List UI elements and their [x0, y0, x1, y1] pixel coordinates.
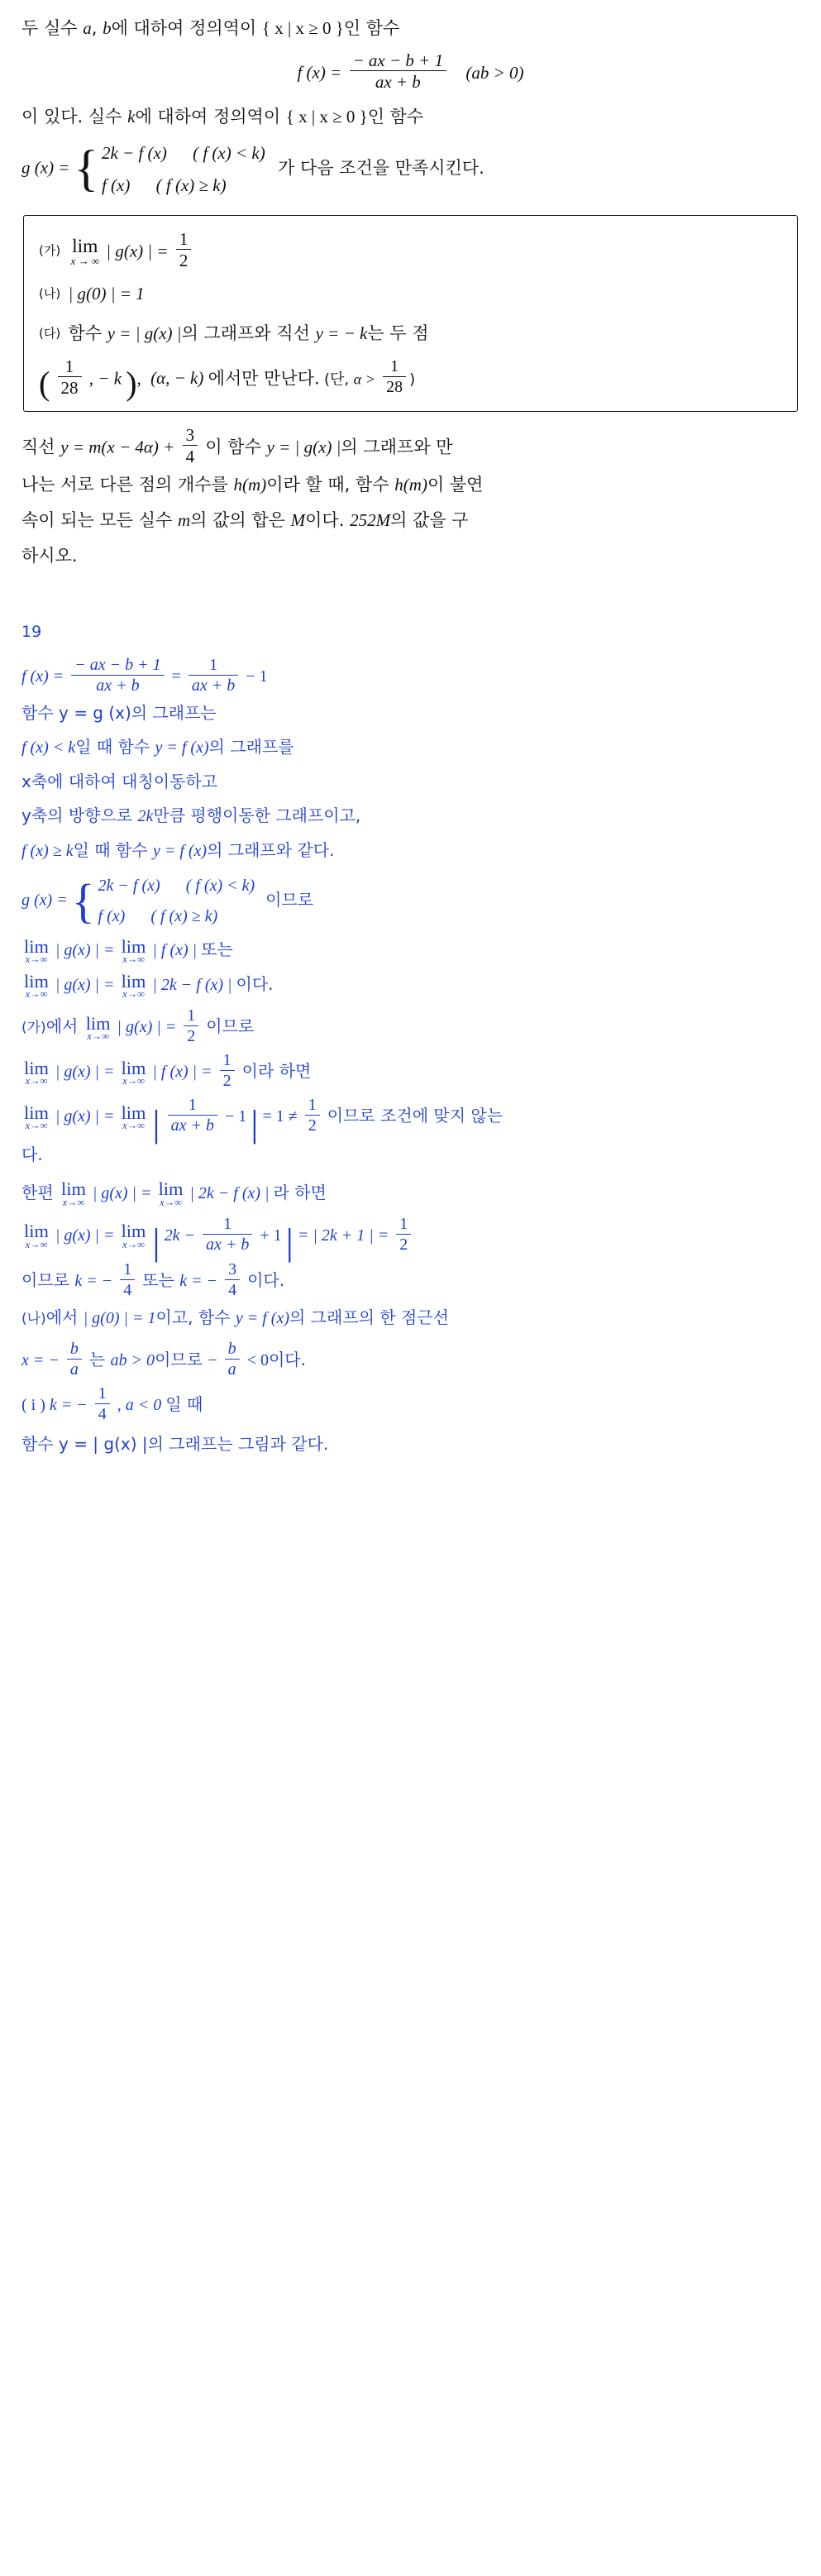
- tail2-text-e: 이 불연: [427, 475, 484, 495]
- var-a: a: [83, 18, 92, 38]
- sol-lim-13a: [61, 1180, 86, 1207]
- gx-case-1-condition: ( f (x) < k): [193, 143, 265, 164]
- sol-fx-num-2: 1: [209, 656, 218, 675]
- condition-ga: [39, 229, 782, 270]
- paren-open: (: [39, 365, 50, 403]
- sol-lim-11a: [24, 1104, 49, 1131]
- tail-frac-num: 3: [185, 425, 195, 445]
- fx-condition: (ab > 0): [465, 62, 524, 83]
- condition-da-tag: (다): [39, 325, 61, 341]
- tail-frac-den: 4: [183, 445, 198, 466]
- problem-statement: [21, 12, 800, 573]
- gx-piecewise: [74, 137, 265, 202]
- sol-l17-a: x = −: [21, 1351, 60, 1370]
- sol-l14-num: 1: [399, 1214, 408, 1233]
- tail3-expr-d: M: [290, 510, 306, 531]
- condition-ga-tag: (가): [39, 243, 61, 259]
- sol-l13-d: 라 하면: [273, 1182, 327, 1202]
- condition-da-text-f: 에서만 만난다.: [208, 368, 320, 389]
- sol-gx-case-1-condition: ( f (x) < k): [185, 877, 255, 896]
- sol-l7-rhs: | f (x) |: [152, 941, 198, 960]
- sol-l15-d: k = −: [179, 1272, 218, 1291]
- sol-l10-a: | g(x) | =: [55, 1063, 115, 1082]
- sol-l10-num: 1: [222, 1051, 232, 1070]
- sol-l16-a: 에서: [45, 1307, 84, 1328]
- gx-label: g (x) =: [21, 157, 70, 178]
- sol-fx-den-2: ax + b: [189, 675, 238, 695]
- sol-l9-tail: 이므로: [206, 1016, 255, 1037]
- solution-line-8: [21, 968, 800, 1001]
- gx-case-1: [102, 137, 265, 170]
- sol-l5-b: 2k: [137, 807, 154, 826]
- sol-lim-14b: [122, 1222, 146, 1250]
- sol-l17-b: 는: [88, 1350, 111, 1370]
- function-g-definition: [21, 137, 800, 202]
- tail3-text-g: 의 값을 구: [390, 510, 469, 531]
- sol-l7-tail: 또는: [201, 939, 233, 960]
- solution-line-10: [21, 1051, 800, 1091]
- sol-l15-fraction-2: [225, 1260, 240, 1300]
- sol-l17-num: b: [69, 1340, 79, 1359]
- condition-ga-frac-num: 1: [179, 228, 189, 249]
- gx-case-2-value: f (x): [101, 175, 131, 195]
- sol-lim-8b: [121, 970, 146, 1001]
- sol-l11-a: | g(x) | =: [55, 1107, 115, 1126]
- lim-sub: x→∞: [122, 1120, 145, 1132]
- problem-line-3: 가 다음 조건을 만족시킨다.: [277, 157, 484, 178]
- problem-line-1-text-a: 두 실수: [21, 18, 84, 38]
- sol-fx-tail: − 1: [246, 667, 268, 686]
- sol-l14-inner-num: 1: [223, 1214, 232, 1233]
- solution-line-16: [21, 1301, 800, 1335]
- sol-l16-tag: (나): [21, 1311, 46, 1328]
- tail-text-a: 직선: [21, 437, 61, 457]
- lim-op: lim: [24, 970, 49, 992]
- piecewise-brace: {: [74, 141, 98, 198]
- sol-fx-label: f (x) =: [21, 667, 64, 686]
- lim-op: lim: [121, 970, 146, 992]
- sol-l15-c: 또는: [142, 1270, 180, 1291]
- fx-numerator: − ax − b + 1: [352, 50, 444, 70]
- var-k: k: [127, 107, 136, 127]
- lim-op: lim: [24, 1057, 49, 1078]
- tail-fraction: [183, 425, 198, 466]
- alpha-bound-fraction: [383, 357, 406, 397]
- solution-line-12: 다.: [21, 1144, 43, 1164]
- alpha-frac-den: 28: [383, 376, 406, 397]
- sol-l18-tag: ( i ): [21, 1396, 45, 1415]
- point1-frac-num: 1: [64, 356, 74, 376]
- lim-op: lim: [72, 236, 98, 258]
- sol-gx-case-2-value: f (x): [98, 907, 126, 926]
- sol-l17-den-2: a: [225, 1359, 240, 1379]
- lim-op: lim: [24, 1102, 49, 1123]
- condition-na-tag: (나): [39, 286, 61, 302]
- tail3-text-a: 속이 되는 모든 실수: [21, 510, 178, 531]
- condition-da-expr-b: y = | g(x) |: [107, 323, 182, 343]
- sol-l18-fraction: [95, 1384, 110, 1424]
- sol-l18-a: k = −: [49, 1396, 88, 1415]
- solution-line-7: [21, 933, 800, 967]
- sol-l10-den: 2: [220, 1070, 235, 1091]
- condition-da-text-a: 함수: [68, 323, 107, 343]
- conditions-box: [23, 215, 798, 412]
- tail3-text-e: 이다.: [305, 510, 351, 531]
- sol-l17-f: < 0: [246, 1351, 269, 1370]
- lim-sub: x→∞: [25, 1120, 48, 1132]
- problem-line-2: [21, 100, 800, 134]
- sol-gx-case-1: [98, 871, 255, 901]
- sol-l16-c: 이고, 함수: [155, 1307, 236, 1328]
- lim-sub: x→∞: [25, 988, 48, 1001]
- tail2-text-c: 이라 할 때, 함수: [266, 475, 395, 495]
- sol-l11-den: 2: [305, 1115, 320, 1135]
- tail-line-equation: y = m(x − 4α) +: [60, 437, 175, 457]
- problem-tail-line-3: [21, 504, 800, 538]
- lim-op: lim: [121, 935, 146, 957]
- tail3-expr-b: m: [178, 510, 191, 531]
- condition-da-alpha-ineq: α >: [353, 370, 375, 388]
- sol-l11-tail: 이므로 조건에 맞지 않는: [327, 1106, 504, 1126]
- paren-close: ): [126, 365, 137, 403]
- problem-line-2-text-a: 이 있다. 실수: [21, 107, 128, 127]
- lim-sub: x→∞: [25, 1238, 48, 1250]
- sol-l10-fraction: [220, 1051, 235, 1091]
- sol-l11-rhs-fraction: [305, 1096, 320, 1135]
- sol-lim-11b: [122, 1104, 146, 1131]
- sol-l18-b: , a < 0: [117, 1396, 162, 1415]
- sol-lim-7b: [121, 935, 146, 966]
- sol-lim-10a: [24, 1059, 49, 1087]
- lim-op: lim: [24, 935, 49, 957]
- problem-line-1-text-b: ,: [91, 18, 103, 38]
- condition-ga-frac-den: 2: [176, 249, 192, 270]
- point1-frac-den: 28: [58, 376, 82, 398]
- sol-l14-den: 2: [396, 1234, 411, 1255]
- lim-sub: x→∞: [25, 953, 48, 966]
- problem-tail-line-1: [21, 425, 800, 466]
- sol-l17-den: a: [67, 1359, 82, 1379]
- solution-gx-definition: [21, 871, 800, 932]
- gx-case-2: [102, 170, 265, 202]
- solution-line-19: 함수 y = | g(x) |의 그래프는 그림과 같다.: [21, 1434, 329, 1455]
- sol-l6-d: 의 그래프와 같다.: [207, 840, 335, 861]
- sol-l14-fraction: [203, 1215, 252, 1255]
- sol-l8-rhs: | 2k − f (x) |: [152, 976, 232, 995]
- sol-l14-b: = | 2k + 1 | =: [297, 1226, 389, 1245]
- condition-da-text-g: (단,: [323, 370, 354, 389]
- sol-l6-b: 일 때 함수: [73, 840, 153, 861]
- sol-l15-a: 이므로: [21, 1270, 75, 1291]
- point1-rest: , − k: [88, 368, 122, 389]
- lim-op: lim: [158, 1178, 184, 1200]
- sol-l14-inner-a: 2k −: [164, 1226, 196, 1245]
- sol-eq-1: =: [171, 667, 181, 686]
- sol-fx-fraction-2: [189, 656, 238, 695]
- lim-sub: x→∞: [87, 1030, 109, 1043]
- solution-line-4: x축에 대하여 대칭이동하고: [21, 772, 218, 792]
- tail2-expr-b: h(m): [233, 475, 267, 495]
- condition-da-text-i: ): [409, 370, 416, 389]
- sol-l9-tag: (가): [21, 1020, 46, 1037]
- lim-sub: x→∞: [122, 1075, 145, 1087]
- solution-line-14: [21, 1214, 800, 1264]
- sol-l9-num: 1: [187, 1006, 196, 1025]
- fx-denominator: ax + b: [350, 70, 447, 92]
- sol-l16-e: 의 그래프의 한 점근선: [289, 1307, 449, 1328]
- sol-l9-b: | g(x) | =: [117, 1018, 177, 1037]
- sol-l15-num-1: 1: [123, 1260, 132, 1279]
- solution-line-6: [21, 834, 800, 867]
- sol-l14-a: | g(x) | =: [55, 1226, 115, 1245]
- lim-sub: x→∞: [160, 1196, 182, 1208]
- sol-l18-c: 일 때: [165, 1394, 203, 1415]
- abs-bar-close: |: [285, 1221, 294, 1264]
- solution-line-18: [21, 1384, 800, 1424]
- sol-l16-d: y = f (x): [235, 1309, 289, 1328]
- domain-set-1: { x | x ≥ 0 }: [261, 18, 344, 38]
- problem-tail-line-2: [21, 468, 800, 502]
- sol-l11-inner-den: ax + b: [168, 1115, 217, 1135]
- sol-l13-b: | g(x) | =: [92, 1183, 152, 1202]
- solution-line-15: [21, 1260, 800, 1300]
- sol-lim-8a: [24, 970, 49, 1001]
- sol-fx-fraction-1: [71, 656, 164, 695]
- fx-label: f (x) =: [297, 62, 342, 83]
- domain-set-2: { x | x ≥ 0 }: [285, 107, 368, 127]
- solution-line-17: [21, 1340, 800, 1379]
- sol-l11-inner-num: 1: [188, 1096, 197, 1115]
- sol-piecewise-brace: {: [71, 874, 95, 929]
- sol-l17-fraction-2: [225, 1340, 240, 1379]
- sol-fx-den-1: ax + b: [71, 675, 164, 695]
- condition-da-expr-d: y = − k: [315, 323, 368, 343]
- point2: (α, − k): [150, 368, 204, 389]
- sol-l15-e: 이다.: [247, 1270, 285, 1291]
- condition-da: [39, 318, 782, 403]
- function-f-definition: [21, 50, 800, 92]
- sol-gx-case-2-condition: ( f (x) ≥ k): [150, 907, 218, 926]
- sol-l7-lhs: | g(x) | =: [55, 941, 115, 960]
- sol-l11-num: 1: [308, 1096, 317, 1115]
- sol-lim-7a: [24, 935, 49, 966]
- solution-line-1: [21, 656, 800, 695]
- sol-l18-den: 4: [95, 1403, 110, 1424]
- point1-fraction: [58, 356, 82, 398]
- tail3-expr-f: 252M: [350, 510, 391, 531]
- sol-fx-num-1: − ax − b + 1: [74, 656, 161, 675]
- sol-l13-c: | 2k − f (x) |: [189, 1183, 270, 1202]
- sol-gx-case-1-value: 2k − f (x): [98, 877, 160, 896]
- sol-l17-g: 이다.: [268, 1350, 306, 1370]
- sol-l15-num-2: 3: [228, 1260, 237, 1279]
- sol-l3-b: 일 때 함수: [75, 737, 155, 758]
- sol-l17-d: 이므로: [155, 1350, 208, 1370]
- lim-sub: x→∞: [25, 1075, 48, 1087]
- solution-block: [21, 616, 800, 1460]
- lim-sub: x→∞: [122, 1238, 145, 1250]
- sol-l15-den-2: 4: [225, 1279, 240, 1300]
- condition-da-text-c: 의 그래프와 직선: [181, 323, 316, 343]
- fx-fraction: [350, 50, 447, 92]
- gx-case-1-value: 2k − f (x): [101, 143, 167, 164]
- lim-sub: x→∞: [122, 953, 145, 966]
- sol-l17-e: −: [208, 1351, 217, 1370]
- solution-line-5: [21, 799, 800, 833]
- tail-expr-d: y = | g(x) |: [266, 437, 341, 457]
- lim-op: lim: [121, 1221, 146, 1242]
- tail-text-c: 이 함수: [205, 437, 267, 457]
- sol-l16-b: | g(0) | = 1: [83, 1309, 156, 1328]
- condition-da-points: ( $\frac{1}{28}$ , − k ), (α, − k) 에서만 만난다. (단, α > $\frac{1}{28}$ ): [39, 356, 416, 403]
- sol-l15-fraction-1: [120, 1260, 135, 1300]
- sol-l9-den: 2: [184, 1025, 198, 1046]
- lim-sub: x→∞: [62, 1196, 85, 1208]
- sol-l5-c: 만큼 평행이동한 그래프이고,: [153, 805, 361, 826]
- tail-text-e: 의 그래프와 만: [341, 437, 453, 457]
- sol-l3-d: 의 그래프를: [208, 737, 294, 758]
- sol-gx-tail: 이므로: [265, 889, 314, 910]
- problem-tail-line-4: [21, 539, 800, 573]
- sol-gx-case-2: [98, 901, 255, 932]
- solution-line-11: [21, 1096, 800, 1145]
- condition-da-text-e: 는 두 점: [367, 323, 429, 343]
- solution-line-2: 함수 y = g (x)의 그래프는: [21, 703, 217, 724]
- problem-line-2-text-b: 에 대하여 정의역이: [135, 107, 286, 127]
- lim-op: lim: [24, 1221, 49, 1242]
- sol-l10-tail: 이라 하면: [241, 1061, 312, 1082]
- sol-l9-a: 에서: [45, 1016, 84, 1037]
- limit-operator-ga: [70, 237, 99, 266]
- lim-op: lim: [121, 1102, 146, 1123]
- alpha-frac-num: 1: [390, 357, 399, 376]
- lim-sub: x → ∞: [70, 254, 100, 267]
- sol-l17-c: ab > 0: [110, 1351, 155, 1370]
- sol-l13-a: 한편: [21, 1182, 59, 1202]
- lim-op: lim: [61, 1178, 86, 1200]
- sol-l6-a: f (x) ≥ k: [21, 842, 74, 861]
- solution-line-3: [21, 730, 800, 764]
- solution-line-13: [21, 1176, 800, 1210]
- abs-bar-open: |: [152, 1102, 160, 1145]
- lim-op: lim: [85, 1012, 111, 1034]
- problem-line-2-text-c: 인 함수: [367, 107, 424, 127]
- sol-lim-13b: [159, 1180, 184, 1207]
- gx-case-2-condition: ( f (x) ≥ k): [155, 175, 227, 195]
- solution-line-9: [21, 1006, 800, 1046]
- sol-gx-label: g (x) =: [21, 891, 68, 910]
- sol-l9-fraction: [184, 1006, 198, 1046]
- solution-number: 19: [21, 623, 42, 642]
- sol-l11-fraction: [168, 1096, 217, 1135]
- condition-na: [39, 279, 782, 310]
- sol-l3-c: y = f (x): [155, 738, 209, 758]
- sol-l17-num-2: b: [227, 1340, 236, 1359]
- problem-line-1: [21, 12, 800, 45]
- tail3-text-c: 의 값의 합은: [190, 510, 291, 531]
- sol-l15-b: k = −: [74, 1272, 113, 1291]
- sol-l14-inner-den: ax + b: [203, 1234, 252, 1255]
- sol-l6-c: y = f (x): [152, 842, 208, 861]
- lim-op: lim: [121, 1057, 146, 1078]
- sol-l8-lhs: | g(x) | =: [55, 976, 115, 995]
- tail2-text-a: 나는 서로 다른 점의 개수를: [21, 475, 234, 495]
- sol-l11-b: = 1 ≠: [262, 1107, 298, 1126]
- condition-ga-expression: | g(x) | =: [106, 241, 169, 261]
- sol-l17-fraction-1: [67, 1340, 82, 1379]
- var-b: b: [103, 18, 112, 38]
- sol-gx-piecewise: [72, 871, 255, 932]
- sol-lim-14a: [24, 1222, 49, 1250]
- condition-na-text: | g(0) | = 1: [68, 284, 145, 304]
- sol-l14-rhs-fraction: [396, 1215, 411, 1255]
- sol-l18-num: 1: [98, 1384, 107, 1403]
- tail2-expr-d: h(m): [394, 475, 427, 495]
- sol-l14-inner-b: + 1: [260, 1226, 282, 1245]
- sol-l3-a: f (x) < k: [21, 738, 76, 758]
- tail4-text: 하시오.: [21, 546, 78, 566]
- abs-bar-open: |: [152, 1221, 160, 1264]
- sol-l10-b: | f (x) | =: [152, 1063, 212, 1082]
- abs-bar-close: |: [251, 1102, 259, 1145]
- sol-l5-a: y축의 방향으로: [21, 805, 138, 826]
- lim-sub: x→∞: [122, 988, 145, 1001]
- sol-lim-9: [85, 1012, 111, 1043]
- sol-l8-tail: 이다.: [236, 974, 274, 995]
- condition-ga-fraction: [176, 229, 192, 270]
- sol-l11-inner-tail: − 1: [225, 1107, 247, 1126]
- problem-line-1-text-d: 인 함수: [343, 18, 400, 38]
- problem-line-1-text-c: 에 대하여 정의역이: [111, 18, 262, 38]
- sol-l15-den-1: 4: [120, 1279, 135, 1300]
- sol-lim-10b: [122, 1059, 146, 1087]
